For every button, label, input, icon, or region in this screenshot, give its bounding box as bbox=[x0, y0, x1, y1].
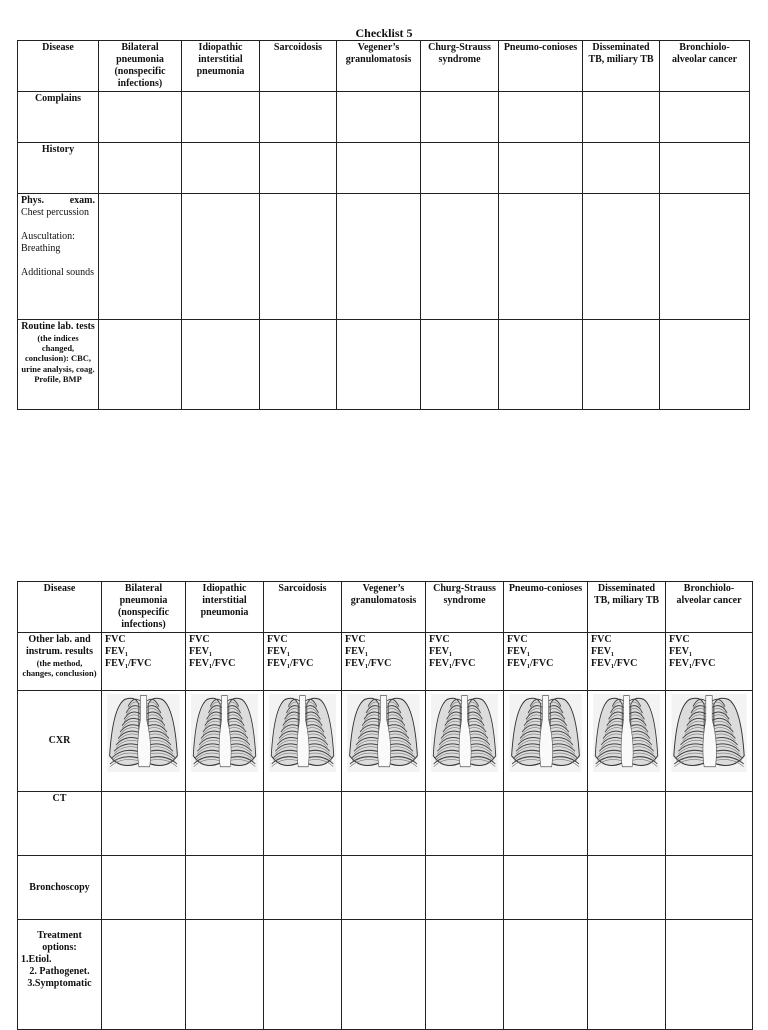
cxr-cell[interactable] bbox=[588, 691, 666, 792]
cell[interactable] bbox=[660, 194, 750, 320]
cell[interactable] bbox=[499, 320, 583, 410]
col-header-bilateral-pneumonia: Bilateral pneumonia (nonspecific infections) bbox=[99, 41, 182, 92]
cell[interactable] bbox=[421, 143, 499, 194]
ribcage-icon bbox=[591, 692, 662, 774]
metrics-cell[interactable]: FVC FEV₁ FEV₁/FVC bbox=[504, 633, 588, 691]
cell[interactable] bbox=[588, 792, 666, 856]
col-header-idiopathic: Idiopathic interstitial pneumonia bbox=[182, 41, 260, 92]
cell[interactable] bbox=[337, 194, 421, 320]
row-label-cxr: CXR bbox=[18, 691, 102, 792]
col-header-churg-strauss: Churg-Strauss syndrome bbox=[421, 41, 499, 92]
col-header-bronchioloalveolar: Bronchiolo-alveolar cancer bbox=[666, 582, 753, 633]
treatment-symptomatic: 3.Symptomatic bbox=[27, 978, 92, 989]
row-label-other-lab bbox=[18, 633, 102, 691]
cell[interactable] bbox=[337, 143, 421, 194]
chest-percussion-label: Chest percussion bbox=[21, 207, 90, 218]
checklist-table-top bbox=[17, 40, 750, 410]
cell[interactable] bbox=[583, 194, 660, 320]
cell[interactable] bbox=[666, 856, 753, 920]
row-label-routine-lab bbox=[18, 320, 99, 410]
row-label-treatment bbox=[18, 920, 102, 1030]
row-routine-lab bbox=[18, 320, 750, 410]
cxr-cell[interactable] bbox=[426, 691, 504, 792]
cell[interactable] bbox=[260, 194, 337, 320]
cell[interactable] bbox=[421, 194, 499, 320]
row-label-phys-exam bbox=[18, 194, 99, 320]
ribcage-icon bbox=[345, 692, 422, 774]
cell[interactable] bbox=[182, 194, 260, 320]
row-bronchoscopy bbox=[18, 856, 753, 920]
routine-title: Routine lab. tests bbox=[21, 321, 95, 332]
cell[interactable] bbox=[660, 143, 750, 194]
row-history bbox=[18, 143, 750, 194]
row-label-bronchoscopy: Bronchoscopy bbox=[18, 856, 102, 920]
cell[interactable] bbox=[666, 920, 753, 1030]
treatment-pathogenet: 2. Pathogenet. bbox=[29, 966, 90, 977]
col-header-bilateral-pneumonia: Bilateral pneumonia (nonspecific infections) bbox=[102, 582, 186, 633]
cell[interactable] bbox=[660, 320, 750, 410]
cell[interactable] bbox=[182, 92, 260, 143]
col-header-disseminated-tb: Disseminated TB, miliary TB bbox=[583, 41, 660, 92]
cell[interactable] bbox=[342, 856, 426, 920]
cell[interactable] bbox=[588, 920, 666, 1030]
ribcage-icon bbox=[429, 692, 500, 774]
cxr-cell[interactable] bbox=[342, 691, 426, 792]
col-header-idiopathic: Idiopathic interstitial pneumonia bbox=[186, 582, 264, 633]
cell[interactable] bbox=[426, 792, 504, 856]
cell[interactable] bbox=[99, 92, 182, 143]
cell[interactable] bbox=[186, 792, 264, 856]
other-lab-details: (the method, changes, conclusion) bbox=[22, 658, 97, 679]
cxr-cell[interactable] bbox=[264, 691, 342, 792]
cell[interactable] bbox=[426, 920, 504, 1030]
cell[interactable] bbox=[342, 792, 426, 856]
row-label-complains: Complains bbox=[18, 92, 99, 143]
metrics-cell[interactable]: FVC FEV₁ FEV₁/FVC bbox=[102, 633, 186, 691]
cell[interactable] bbox=[426, 856, 504, 920]
other-lab-title: Other lab. and instrum. results bbox=[25, 634, 94, 657]
cell[interactable] bbox=[182, 320, 260, 410]
col-header-churg-strauss: Churg-Strauss syndrome bbox=[426, 582, 504, 633]
col-header-disseminated-tb: Disseminated TB, miliary TB bbox=[588, 582, 666, 633]
row-ct bbox=[18, 792, 753, 856]
page-title: Checklist 5 bbox=[355, 26, 413, 40]
cell[interactable] bbox=[337, 320, 421, 410]
metrics-cell[interactable]: FVC FEV₁ FEV₁/FVC bbox=[588, 633, 666, 691]
cell[interactable] bbox=[102, 792, 186, 856]
col-header-vegener: Vegener’s granulomatosis bbox=[337, 41, 421, 92]
routine-details: (the indices changed, conclusion): CBC, urine analysis, coag. Profile, BMP bbox=[21, 333, 95, 384]
cell[interactable] bbox=[504, 856, 588, 920]
cell[interactable] bbox=[499, 92, 583, 143]
cell[interactable] bbox=[504, 920, 588, 1030]
ribcage-icon bbox=[105, 692, 182, 774]
cell[interactable] bbox=[583, 92, 660, 143]
cell[interactable] bbox=[264, 792, 342, 856]
row-complains bbox=[18, 92, 750, 143]
row-phys-exam bbox=[18, 194, 750, 320]
cell[interactable] bbox=[186, 920, 264, 1030]
cell[interactable] bbox=[666, 792, 753, 856]
metrics-cell[interactable]: FVC FEV₁ FEV₁/FVC bbox=[264, 633, 342, 691]
cxr-cell[interactable] bbox=[504, 691, 588, 792]
cell[interactable] bbox=[102, 920, 186, 1030]
cell[interactable] bbox=[102, 856, 186, 920]
row-other-lab bbox=[18, 633, 753, 691]
cxr-cell[interactable] bbox=[666, 691, 753, 792]
cxr-cell[interactable] bbox=[186, 691, 264, 792]
cell[interactable] bbox=[182, 143, 260, 194]
cell[interactable] bbox=[260, 320, 337, 410]
cell[interactable] bbox=[583, 143, 660, 194]
ribcage-icon bbox=[669, 692, 749, 774]
cell[interactable] bbox=[260, 92, 337, 143]
cell[interactable] bbox=[499, 143, 583, 194]
cxr-cell[interactable] bbox=[102, 691, 186, 792]
cell[interactable] bbox=[99, 320, 182, 410]
col-header-disease: Disease bbox=[18, 41, 99, 92]
row-label-history: History bbox=[18, 143, 99, 194]
ribcage-icon bbox=[507, 692, 584, 774]
cell[interactable] bbox=[99, 143, 182, 194]
treatment-title: Treatment options: bbox=[37, 930, 82, 953]
checklist-table-bottom bbox=[17, 581, 753, 1030]
col-header-bronchioloalveolar: Bronchiolo-alveolar cancer bbox=[660, 41, 750, 92]
cell[interactable] bbox=[421, 320, 499, 410]
cell[interactable] bbox=[588, 856, 666, 920]
auscultation-label: Auscultation: Breathing bbox=[21, 231, 75, 254]
header-row-2 bbox=[18, 582, 753, 633]
cell[interactable] bbox=[260, 143, 337, 194]
row-cxr bbox=[18, 691, 753, 792]
phys-label: Phys. bbox=[21, 195, 45, 206]
cell[interactable] bbox=[99, 194, 182, 320]
cell[interactable] bbox=[583, 320, 660, 410]
metrics-cell[interactable]: FVC FEV₁ FEV₁/FVC bbox=[666, 633, 753, 691]
cell[interactable] bbox=[264, 920, 342, 1030]
cell[interactable] bbox=[342, 920, 426, 1030]
col-header-pneumoconioses: Pneumo-conioses bbox=[499, 41, 583, 92]
cell[interactable] bbox=[499, 194, 583, 320]
cell[interactable] bbox=[504, 792, 588, 856]
col-header-sarcoidosis: Sarcoidosis bbox=[264, 582, 342, 633]
cell[interactable] bbox=[660, 92, 750, 143]
additional-sounds-label: Additional sounds bbox=[21, 267, 95, 278]
exam-label: exam. bbox=[69, 195, 95, 206]
col-header-vegener: Vegener’s granulomatosis bbox=[342, 582, 426, 633]
treatment-etiol: 1.Etiol. bbox=[21, 954, 52, 965]
col-header-disease: Disease bbox=[18, 582, 102, 633]
row-treatment bbox=[18, 920, 753, 1030]
header-row bbox=[18, 41, 750, 92]
col-header-sarcoidosis: Sarcoidosis bbox=[260, 41, 337, 92]
metrics-cell[interactable]: FVC FEV₁ FEV₁/FVC bbox=[426, 633, 504, 691]
ribcage-icon bbox=[189, 692, 260, 774]
row-label-ct: CT bbox=[18, 792, 102, 856]
metrics-cell[interactable]: FVC FEV₁ FEV₁/FVC bbox=[186, 633, 264, 691]
cell[interactable] bbox=[421, 92, 499, 143]
cell[interactable] bbox=[337, 92, 421, 143]
cell[interactable] bbox=[186, 856, 264, 920]
col-header-pneumoconioses: Pneumo-conioses bbox=[504, 582, 588, 633]
cell[interactable] bbox=[264, 856, 342, 920]
ribcage-icon bbox=[267, 692, 338, 774]
metrics-cell[interactable]: FVC FEV₁ FEV₁/FVC bbox=[342, 633, 426, 691]
